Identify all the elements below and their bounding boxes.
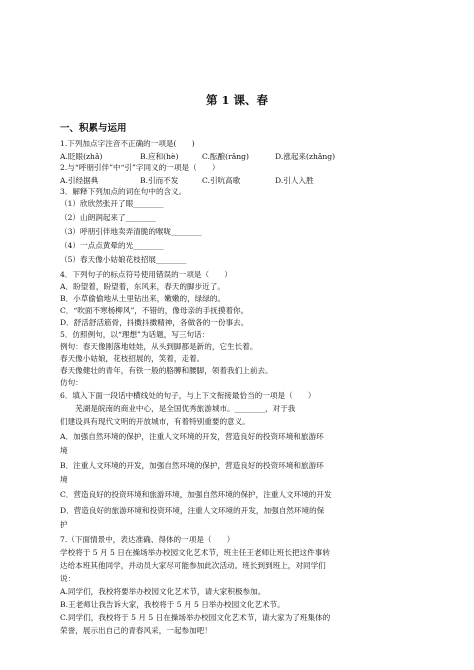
q5-stem: 5．仿照例句，以“理想”为话题，写三句话： xyxy=(60,330,210,339)
q7-option-c: C.同学们，我校将于 5 月 5 日在操场举办校园文化艺术节，请大家为了班集体的 xyxy=(60,613,331,622)
q7-option-a: A.同学们，我校将要举办校园文化艺术节，请大家积极参加。 xyxy=(60,587,266,596)
q7-passage: 达给本班其他同学，并动员大家尽可能参加此次活动。班长到到班上，对同学们 xyxy=(60,561,326,570)
q6-option-c: C．营造良好的投资环境和旅游环境，加强自然环境的保护，注重人文环境的开发 xyxy=(60,490,332,499)
q6-stem: 6．填入下面一段话中横线处的句子，与上下文衔接最恰当的一项是（ ） xyxy=(60,391,316,400)
q6-passage: 芜湖是皖南的商业中心，是全国优秀旅游城市。________，对于我 xyxy=(60,404,296,413)
q6-option-a-cont: 境 xyxy=(60,446,68,455)
q6-option-a: A．加强自然环境的保护，注重人文环境的开发，营造良好的投资环境和旅游环 xyxy=(60,432,324,441)
q6-passage: 们建设具有现代文明的开放城市，有着特别重要的意义。 xyxy=(60,417,250,426)
q2-stem: 2.与“呼朋引伴”中“引”字同义的一项是（ ） xyxy=(60,163,220,172)
q1-option-c: C.酝酿(rǎng) xyxy=(202,152,249,161)
q1-option-a: A.眨眼(zhǎ) xyxy=(60,152,103,161)
q4-option-d: D．舒活舒活筋骨，抖擞抖擞精神，各做各的一份事去。 xyxy=(60,318,249,327)
q1-option-b: B.应和(hè) xyxy=(140,152,179,161)
q2-option-c: C.引吭高歌 xyxy=(202,176,241,185)
q3-item: （1）欣欣然张开了眼________ xyxy=(60,199,164,208)
q2-option-b: B.引而不发 xyxy=(140,176,179,185)
q6-option-b-cont: 境 xyxy=(60,475,68,484)
q7-passage: 学校将于 5 月 5 日在操场举办校园文化艺术节，班主任王老师让班长把这件事转 xyxy=(60,548,330,557)
q3-item: （5）春天像小姑娘花枝招展________ xyxy=(60,255,187,264)
q5-line: 春天像健壮的青年，有铁一般的胳膊和腰脚，领着我们上前去。 xyxy=(60,366,273,375)
q1-stem: 1.下列加点字注音不正确的一项是( ) xyxy=(60,139,195,148)
q3-item: （3）呼朋引伴地卖弄清脆的喉咙________ xyxy=(60,227,202,236)
q7-option-c-cont: 荣誉，展示出自己的青春风采，一起参加吧！ xyxy=(60,626,212,635)
q4-option-b: B．小草偷偷地从土里钻出来，嫩嫩的，绿绿的。 xyxy=(60,294,226,303)
q7-option-b: B.王老师让我告诉大家，我校将于 5 月 5 日举办校园文化艺术节。 xyxy=(60,600,285,609)
q5-line: 例句：春天像刚落地娃娃，从头到脚都是新的，它生长着。 xyxy=(60,342,258,351)
q1-option-d: D.涨起来(zhǎnɡ) xyxy=(275,152,336,161)
q7-stem: 7.（下面情景中，表达准确、得体的一项是（ ） xyxy=(60,535,235,544)
q6-option-d-cont: 护 xyxy=(60,520,68,529)
q3-item: （2）山朗润起来了________ xyxy=(60,213,156,222)
q4-option-a: A．盼望着，盼望着，东风来，春天的脚步近了。 xyxy=(60,282,225,291)
q4-stem: 4．下列句子的标点符号使用错误的一项是（ ） xyxy=(60,270,232,279)
q5-line: 春天像小姑娘，花枝招展的，笑着，走着。 xyxy=(60,354,205,363)
q6-option-d: D．营造良好的旅游环境和投资环境，注重人文环境的开发，加强自然环境的保 xyxy=(60,506,325,515)
q3-stem: 3．解释下列加点的词在句中的含义。 xyxy=(60,187,187,196)
page-title: 第 1 课、春 xyxy=(205,93,268,107)
q4-option-c: C．“吹面不寒杨柳风”，不错的，像母亲的手抚摸着你。 xyxy=(60,306,249,315)
q2-option-a: A.引经据典 xyxy=(60,176,99,185)
q7-passage: 说： xyxy=(60,574,76,583)
q6-option-b: B．注重人文环境的开发，加强自然环境的保护，营造良好的投资环境和旅游环 xyxy=(60,461,324,470)
q5-line: 仿句： xyxy=(60,378,83,387)
section-heading: 一、积累与运用 xyxy=(60,123,127,134)
q3-item: （4）一点点黄晕的光________ xyxy=(60,241,164,250)
q2-option-d: D.引人入胜 xyxy=(275,176,314,185)
